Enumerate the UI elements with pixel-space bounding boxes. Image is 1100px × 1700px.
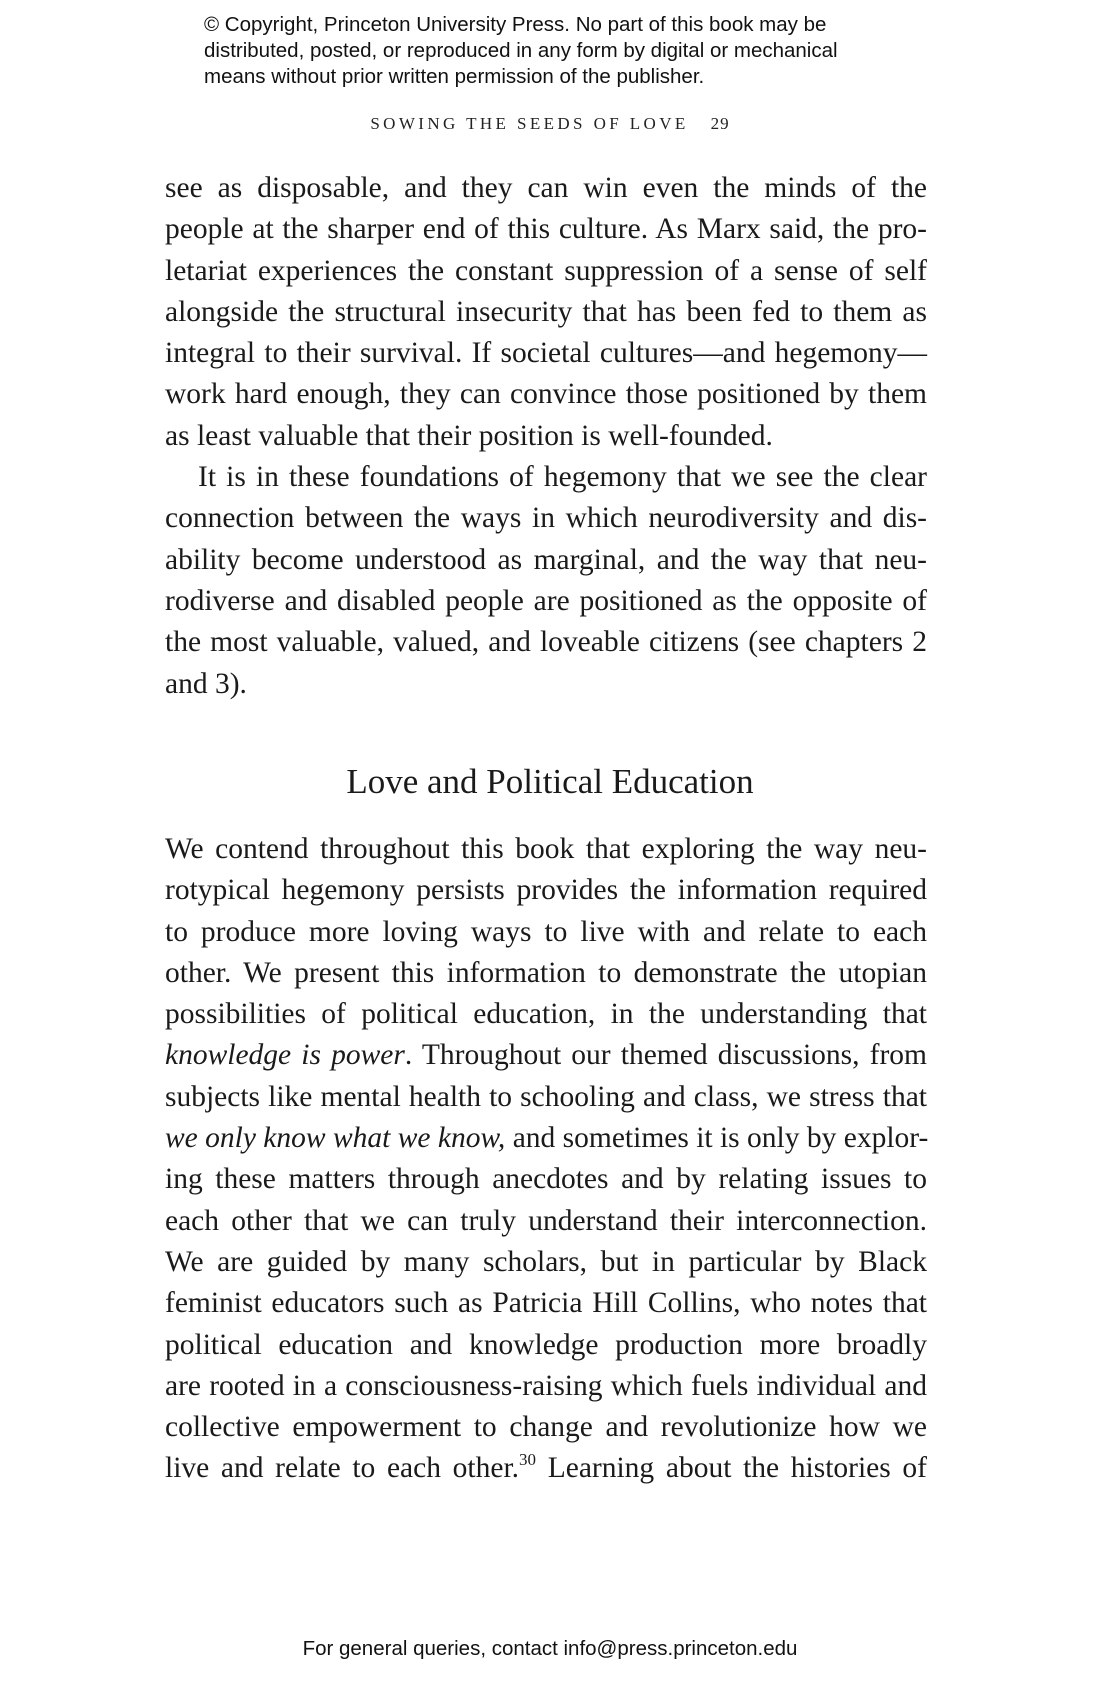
- text-line: rodiverse and disabled people are positioned as the opposite of: [165, 584, 927, 617]
- paragraph-2: [165, 457, 927, 705]
- page-number: 29: [710, 114, 730, 133]
- text-line: to produce more loving ways to live with and relate to each: [165, 915, 927, 948]
- text-fragment: . Throughout our themed discussions, from: [404, 1039, 927, 1072]
- paragraph-1: [165, 168, 927, 457]
- copyright-line: © Copyright, Princeton University Press. No part of this book may be: [204, 13, 827, 36]
- text-line: feminist educators such as Patricia Hill Collins, who notes that: [165, 1287, 927, 1320]
- text-line: possibilities of political education, in the understanding that: [165, 998, 927, 1031]
- text-line: [165, 1035, 927, 1076]
- text-fragment: and sometimes it is only by explor-: [505, 1122, 929, 1155]
- text-line: alongside the structural insecurity that has been fed to them as: [165, 295, 927, 328]
- footer-contact: For general queries, contact info@press.princeton.edu: [302, 1637, 798, 1660]
- section-heading: Love and Political Education: [346, 762, 754, 801]
- running-head-title: SOWING THE SEEDS OF LOVE: [370, 114, 689, 133]
- copyright-line: means without prior written permission of the publisher.: [204, 65, 705, 88]
- text-line: ability become understood as marginal, and the way that neu-: [165, 543, 927, 576]
- text-line: other. We present this information to demonstrate the utopian: [165, 956, 927, 989]
- text-line: each other that we can truly understand their interconnection.: [165, 1204, 927, 1237]
- text-line: political education and knowledge production more broadly: [165, 1328, 927, 1361]
- text-line: and 3).: [165, 667, 247, 700]
- text-line: We contend throughout this book that exploring the way neu-: [165, 833, 927, 865]
- emphasis-text: we only know what we know,: [165, 1122, 506, 1155]
- text-line: ing these matters through anecdotes and by relating issues to: [165, 1163, 927, 1196]
- text-line: It is in these foundations of hegemony that we see the clear: [198, 461, 927, 494]
- text-line: the most valuable, valued, and loveable citizens (see chapters 2: [165, 626, 927, 659]
- paragraph-3: [165, 829, 927, 1490]
- text-line: as least valuable that their position is well-founded.: [165, 419, 773, 452]
- copyright-notice: [204, 12, 924, 90]
- text-fragment: Learning about the histories of: [536, 1452, 927, 1485]
- body-text-bottom: [165, 829, 927, 1490]
- body-text-top: [165, 168, 927, 705]
- running-head: [0, 114, 1100, 134]
- text-line: subjects like mental health to schooling and class, we stress that: [165, 1080, 927, 1113]
- text-line: collective empowerment to change and revolutionize how we: [165, 1411, 927, 1444]
- text-line: [165, 1118, 927, 1159]
- text-line: see as disposable, and they can win even the minds of the: [165, 172, 927, 204]
- text-line: letariat experiences the constant suppression of a sense of self: [165, 254, 927, 287]
- text-line: are rooted in a consciousness-raising which fuels individual and: [165, 1369, 927, 1402]
- copyright-line: distributed, posted, or reproduced in any form by digital or mechanical: [204, 39, 838, 62]
- text-line: work hard enough, they can convince those positioned by them: [165, 378, 927, 411]
- text-fragment: live and relate to each other.: [165, 1452, 520, 1485]
- text-line: people at the sharper end of this culture. As Marx said, the pro-: [165, 213, 927, 246]
- footnote-marker[interactable]: 30: [519, 1450, 537, 1470]
- emphasis-text: knowledge is power: [165, 1039, 405, 1072]
- text-line: integral to their survival. If societal cultures—and hegemony—: [165, 337, 927, 370]
- text-line: We are guided by many scholars, but in particular by Black: [165, 1245, 927, 1278]
- text-line: [165, 1448, 927, 1489]
- text-line: rotypical hegemony persists provides the information required: [165, 874, 927, 907]
- text-line: connection between the ways in which neurodiversity and dis-: [165, 502, 927, 535]
